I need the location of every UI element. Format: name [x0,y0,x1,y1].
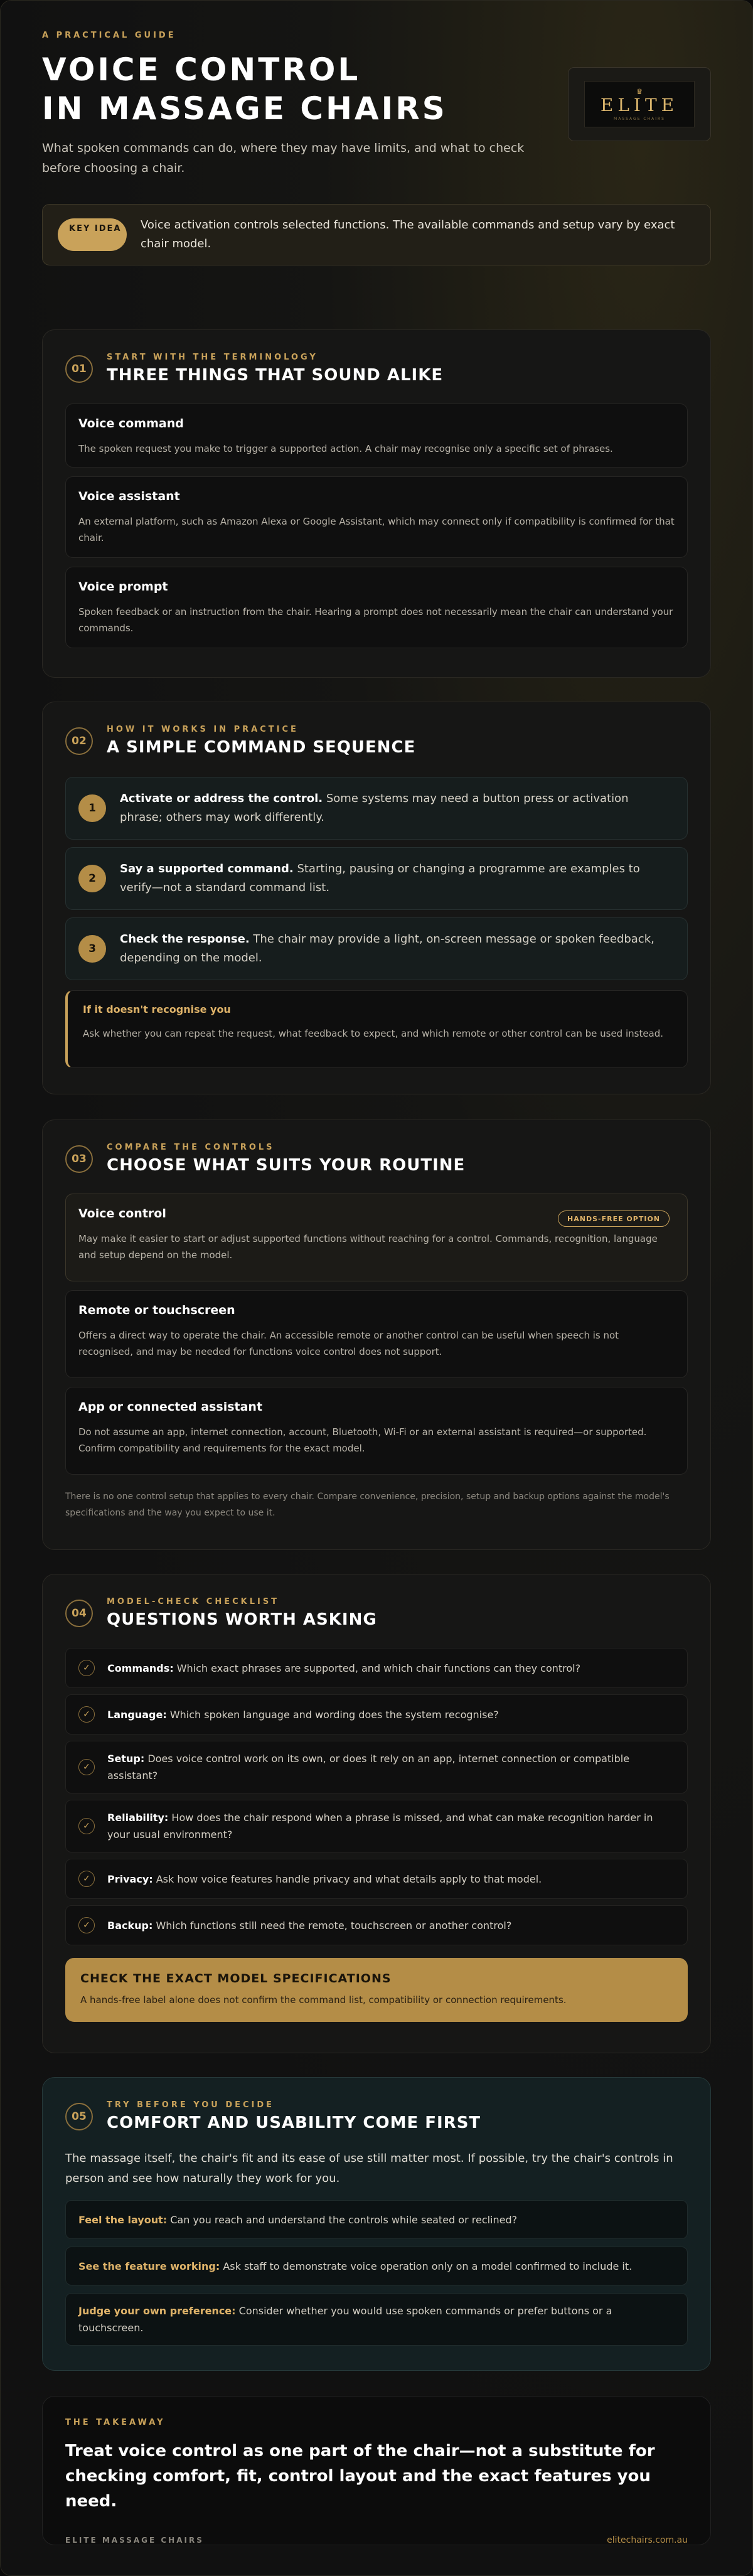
section-eyebrow: HOW IT WORKS IN PRACTICE [107,725,299,734]
section-lead: The massage itself, the chair's fit and its ease of use still matter most. If possible, try the chair's controls in person and see how naturally they work for you. [65,2152,673,2185]
step-number: 2 [78,865,106,892]
section-checklist [42,1574,711,2053]
card-body: The spoken request you make to trigger a supported action. A chair may recognise only a specific set of phrases. [78,443,613,454]
section-eyebrow: TRY BEFORE YOU DECIDE [107,2100,275,2110]
section-number: 05 [65,2103,93,2130]
section-terminology [42,329,711,678]
step-text: Check the response. The chair may provide a light, on-screen message or spoken feedback, depending on the model. [120,933,654,965]
step-1 [65,777,688,840]
checklist-item-commands: ✓ Commands: Which exact phrases are supported, and which chair functions can they control? [65,1648,688,1688]
key-idea-banner [42,204,711,265]
step-3 [65,917,688,980]
step-text: Activate or address the control. Some systems may need a button press or activation phrase; others may work differently. [120,792,629,824]
tip-feel-layout: Feel the layout: Can you reach and understand the controls while seated or reclined? [65,2200,688,2239]
card-title: Voice assistant [78,489,180,503]
section-header [43,1574,710,1629]
takeaway-text: Treat voice control as one part of the chair—not a substitute for checking comfort, fit, control layout and the exact features you need. [65,2442,655,2511]
hero-eyebrow: A PRACTICAL GUIDE [42,31,176,40]
card-title: Voice command [78,417,184,430]
check-icon: ✓ [78,1917,95,1933]
term-card-voice-assistant [65,476,688,558]
tip-see-feature: See the feature working: Ask staff to demonstrate voice operation only on a model confirmed to include it. [65,2247,688,2285]
key-idea-text: Voice activation controls selected functions. The available commands and setup vary by exact chair model. [141,218,675,250]
section-eyebrow: START WITH THE TERMINOLOGY [107,353,318,362]
card-body: Do not assume an app, internet connection, account, Bluetooth, Wi-Fi or an external assistant is required—or supported. Confirm compatibility and requirements for the exact model. [78,1426,647,1454]
term-card-voice-command [65,404,688,468]
callout-body: Ask whether you can repeat the request, what feedback to expect, and which remote or other control can be used instead. [83,1028,664,1039]
check-icon: ✓ [78,1660,95,1676]
key-idea-pill: KEY IDEA [58,218,127,251]
section-number: 04 [65,1600,93,1627]
control-card-voice [65,1194,688,1281]
logo-tagline: MASSAGE CHAIRS [614,116,665,121]
section-header [43,330,710,385]
section-number: 03 [65,1145,93,1173]
hero-title [42,50,557,128]
checklist-item-reliability: ✓ Reliability: How does the chair respond when a phrase is missed, and what can make recognition harder in your usual environment? [65,1800,688,1852]
section-eyebrow: COMPARE THE CONTROLS [107,1143,275,1152]
section-number: 01 [65,355,93,383]
section-header [43,702,710,757]
section-title: QUESTIONS WORTH ASKING [107,1610,377,1629]
check-icon: ✓ [78,1818,95,1834]
tip-judge-preference: Judge your own preference: Consider whether you would use spoken commands or prefer buttons or a touchscreen. [65,2293,688,2346]
section-title: CHOOSE WHAT SUITS YOUR ROUTINE [107,1156,466,1175]
section-header [43,2078,710,2132]
brand-logo [568,67,711,141]
card-title: Voice prompt [78,580,168,594]
logo-wordmark: ELITE [600,94,679,115]
compare-note: There is no one control setup that applies to every chair. Compare convenience, precision, setup and backup options against the model's specifications and the way you expect to use it. [65,1492,670,1518]
control-card-app [65,1387,688,1475]
hero-subtitle: What spoken commands can do, where they may have limits, and what to check before choosing a chair. [42,141,525,175]
card-body: Spoken feedback or an instruction from the chair. Hearing a prompt does not necessarily mean the chair can understand your commands. [78,606,673,634]
section-title: A SIMPLE COMMAND SEQUENCE [107,738,416,757]
section-title: COMFORT AND USABILITY COME FIRST [107,2114,481,2132]
section-title: THREE THINGS THAT SOUND ALIKE [107,366,444,385]
checklist-item-backup: ✓ Backup: Which functions still need the remote, touchscreen or another control? [65,1905,688,1945]
takeaway-eyebrow: THE TAKEAWAY [65,2418,166,2427]
term-card-voice-prompt [65,567,688,648]
footer-brand: ELITE MASSAGE CHAIRS [65,2536,204,2545]
section-header [43,1120,710,1175]
model-spec-banner [65,1958,688,2022]
section-number: 02 [65,727,93,755]
hero-title-line1: VOICE CONTROL [42,51,361,88]
hands-free-badge: HANDS-FREE OPTION [558,1211,670,1227]
check-icon: ✓ [78,1871,95,1887]
card-body: May make it easier to start or adjust supported functions without reaching for a control. Commands, recognition, language and setup depend on the model. [78,1233,658,1261]
step-number: 1 [78,794,106,822]
check-icon: ✓ [78,1759,95,1775]
step-2 [65,847,688,910]
section-try-before [42,2077,711,2371]
crown-icon: ♛ [636,87,643,96]
banner-title: CHECK THE EXACT MODEL SPECIFICATIONS [80,1972,392,1985]
step-text: Say a supported command. Starting, pausing or changing a programme are examples to verify—not a standard command list. [120,862,640,894]
check-icon: ✓ [78,1706,95,1723]
checklist-item-setup: ✓ Setup: Does voice control work on its own, or does it rely on an app, internet connection or compatible assistant? [65,1741,688,1793]
hero [1,1,752,198]
section-command-sequence [42,702,711,1094]
card-title: Voice control [78,1207,166,1221]
section-eyebrow: MODEL-CHECK CHECKLIST [107,1597,280,1606]
section-compare-controls [42,1120,711,1550]
takeaway-panel [42,2396,711,2545]
footer-url-link[interactable]: elitechairs.com.au [607,2535,688,2545]
logo-plate [584,81,695,127]
checklist-item-language: ✓ Language: Which spoken language and wording does the system recognise? [65,1694,688,1734]
banner-body: A hands-free label alone does not confirm the command list, compatibility or connection requirements. [80,1994,567,2006]
card-title: App or connected assistant [78,1400,263,1414]
card-title: Remote or touchscreen [78,1303,235,1317]
checklist-item-privacy: ✓ Privacy: Ask how voice features handle privacy and what details apply to that model. [65,1859,688,1899]
step-number: 3 [78,935,106,963]
footer [65,2535,688,2545]
control-card-remote [65,1290,688,1378]
not-recognised-callout [65,990,688,1068]
callout-title: If it doesn't recognise you [83,1003,231,1015]
card-body: An external platform, such as Amazon Alexa or Google Assistant, which may connect only if compatibility is confirmed for that chair. [78,516,675,543]
hero-title-line2: IN MASSAGE CHAIRS [42,90,447,127]
card-body: Offers a direct way to operate the chair. An accessible remote or another control can be useful when speech is not recognised, and may be needed for functions voice control does not support. [78,1330,619,1357]
